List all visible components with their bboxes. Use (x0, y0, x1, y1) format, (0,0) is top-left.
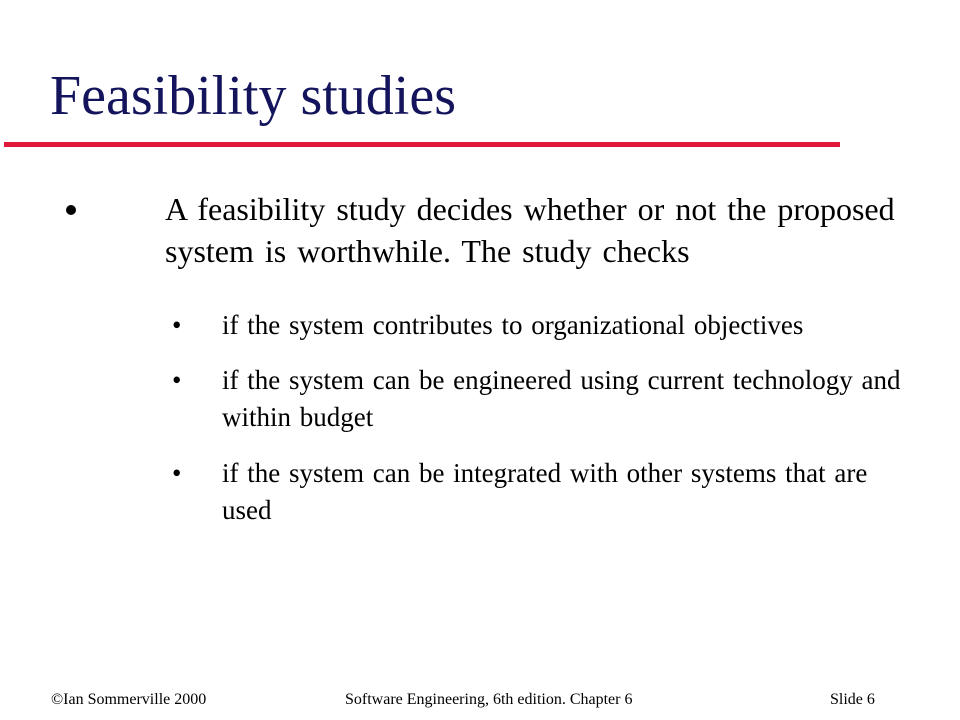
bullet-icon: • (172, 458, 182, 488)
sub-bullet-item (172, 307, 922, 344)
bullet-icon: • (172, 365, 182, 395)
footer-copyright: ©Ian Sommerville 2000 (51, 691, 207, 708)
slide-title: Feasibility studies (50, 65, 456, 127)
title-underline (4, 142, 840, 147)
sub-bullet-item (172, 455, 922, 529)
main-bullet-text: A feasibility study decides whether or not the proposed system is worthwhile. The study checks (165, 191, 895, 269)
bullet-icon: • (172, 310, 182, 340)
sub-bullet-item (172, 362, 922, 436)
sub-bullet-text: if the system can be engineered using current technology and within budget (222, 365, 901, 432)
sub-bullet-text: if the system can be integrated with other systems that are used (222, 458, 868, 525)
sub-bullet-text: if the system contributes to organizational objectives (222, 310, 804, 340)
footer-slide-number: Slide 6 (830, 691, 875, 708)
bullet-dot-icon (66, 205, 76, 215)
footer-book-title: Software Engineering, 6th edition. Chapter 6 (345, 691, 633, 708)
